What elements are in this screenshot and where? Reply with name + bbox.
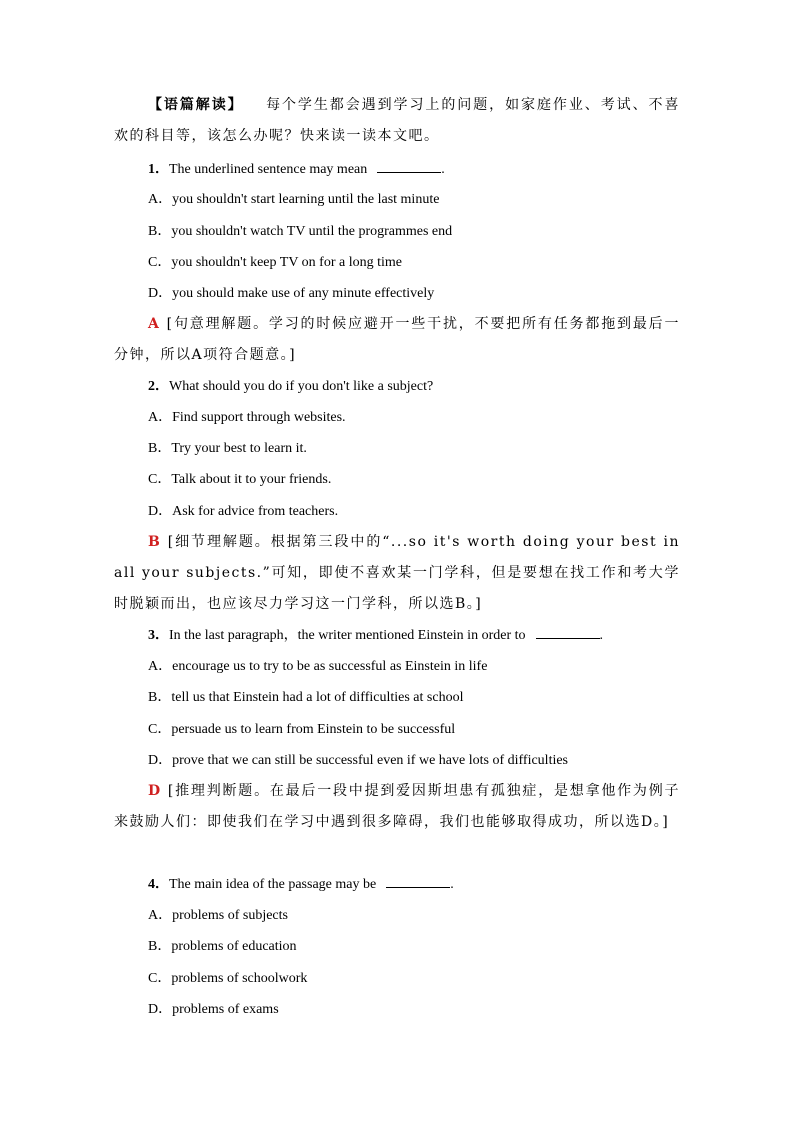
- question-4-option-d: D．problems of exams: [148, 1002, 279, 1017]
- question-3-option-d: D．prove that we can still be successful even if we have lots of difficulties: [148, 753, 569, 768]
- question-4-option-b: B．problems of education: [148, 939, 297, 954]
- answer-letter: D: [148, 783, 162, 799]
- intro-text: 每个学生都会遇到学习上的问题，如家庭作业、考试、不喜欢的科目等，该怎么办呢？快来读一读本文吧。: [114, 97, 680, 144]
- question-3-option-b: B．tell us that Einstein had a lot of difficulties at school: [148, 690, 464, 705]
- question-3-option-a: A．encourage us to try to be as successful as Einstein in life: [148, 659, 488, 674]
- question-2-option-d: D．Ask for advice from teachers.: [148, 504, 339, 519]
- question-2-option-c: C．Talk about it to your friends.: [148, 472, 332, 487]
- answer-letter: A: [148, 316, 161, 332]
- question-2-option-a: A．Find support through websites.: [148, 410, 346, 425]
- question-4-option-a: A．problems of subjects: [148, 908, 288, 923]
- question-1-stem: 1．The underlined sentence may mean .: [148, 162, 445, 177]
- question-2-explanation: B [细节理解题。根据第三段中的“...so it's worth doing your best in all your subjects.”可知，即使不喜欢某一门学科，但是要想在找工作和考大学时脱颖而出，也应该尽力学习这一门学科，所以选B。]: [114, 534, 680, 612]
- question-1-option-a: A．you shouldn't start learning until the last minute: [148, 192, 440, 207]
- question-1-option-c: C．you shouldn't keep TV on for a long time: [148, 255, 402, 270]
- question-3-option-c: C．persuade us to learn from Einstein to be successful: [148, 722, 456, 737]
- question-3-stem: 3．In the last paragraph，the writer mentioned Einstein in order to .: [148, 628, 604, 643]
- answer-blank: [377, 160, 441, 173]
- intro-paragraph: [114, 90, 680, 152]
- answer-letter: B: [148, 534, 162, 550]
- question-1-explanation: A [句意理解题。学习的时候应避开一些干扰，不要把所有任务都拖到最后一分钟，所以A项符合题意。]: [114, 316, 680, 363]
- question-1-option-d: D．you should make use of any minute effectively: [148, 286, 435, 301]
- question-3-explanation: D [推理判断题。在最后一段中提到爱因斯坦患有孤独症，是想拿他作为例子来鼓励人们：即使我们在学习中遇到很多障碍，我们也能够取得成功，所以选D。]: [114, 783, 681, 830]
- question-4-option-c: C．problems of schoolwork: [148, 971, 308, 986]
- question-2-stem: 2．What should you do if you don't like a subject?: [148, 379, 434, 394]
- question-4-stem: 4．The main idea of the passage may be .: [148, 877, 454, 892]
- intro-heading: 【语篇解读】: [148, 97, 244, 113]
- question-2-option-b: B．Try your best to learn it.: [148, 441, 307, 456]
- answer-blank: [386, 875, 450, 888]
- question-1-option-b: B．you shouldn't watch TV until the programmes end: [148, 224, 453, 239]
- answer-blank: [536, 626, 600, 639]
